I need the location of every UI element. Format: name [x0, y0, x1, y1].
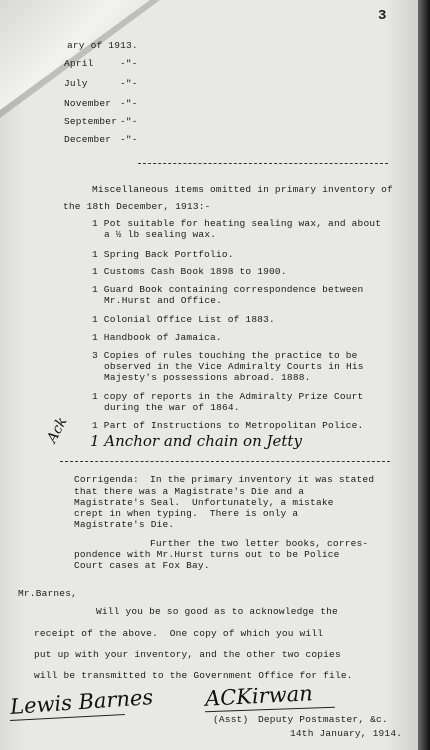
separator-dashes [138, 163, 388, 164]
signatory-prefix: (Asst) [213, 714, 249, 725]
schedule-first-line: ary of 1913. [67, 40, 138, 51]
schedule-ditto: -"- [120, 116, 138, 127]
signature-right: ACKirwan [204, 681, 314, 711]
letter-salutation: Mr.Barnes, [18, 588, 78, 599]
letter-line: receipt of the above. One copy of which you will [34, 628, 324, 639]
schedule-ditto: -"- [120, 134, 138, 145]
schedule-month: November [64, 98, 112, 109]
schedule-month: April [64, 58, 94, 69]
schedule-ditto: -"- [120, 78, 138, 89]
letter-line: Will you be so good as to acknowledge the [96, 606, 338, 617]
schedule-ditto: -"- [120, 98, 138, 109]
intro-line: the 18th December, 1913:- [63, 201, 211, 212]
inventory-item: 1 Pot suitable for heating sealing wax, and about [92, 218, 382, 229]
separator-dashes [60, 461, 390, 462]
inventory-item: 1 Customs Cash Book 1898 to 1900. [92, 266, 287, 277]
corrigenda-line: In the primary inventory it was stated [150, 474, 375, 485]
signature-left: Lewis Barnes [9, 685, 154, 719]
corrigenda-line: Further the two letter books, corres- [150, 538, 369, 549]
letter-date: 14th January, 1914. [290, 728, 403, 739]
handwritten-item: 1 Anchor and chain on Jetty [90, 432, 302, 450]
inventory-item: observed in the Vice Admiralty Courts in His [104, 361, 364, 372]
folded-page-corner [0, 0, 150, 110]
schedule-ditto: -"- [120, 58, 138, 69]
signatory-title: Deputy Postmaster, &c. [258, 714, 388, 725]
corrigenda-label: Corrigenda: [74, 474, 139, 485]
ack-note: Ack [44, 414, 71, 446]
scan-edge [418, 0, 430, 750]
inventory-item: 3 Copies of rules touching the practice to be [92, 350, 358, 361]
corrigenda-line: Court cases at Fox Bay. [74, 560, 210, 571]
inventory-item: Majesty's possessions abroad. 1888. [104, 372, 311, 383]
inventory-item: during the war of 1864. [104, 402, 240, 413]
corrigenda-line: Magistrate's Seal. Unfortunately, a mistake [74, 497, 334, 508]
inventory-item: Mr.Hurst and Office. [104, 295, 223, 306]
schedule-month: December [64, 134, 112, 145]
schedule-month: September [64, 116, 118, 127]
top-mark: 3 [378, 8, 387, 24]
letter-line: will be transmitted to the Government Office for file. [34, 670, 353, 681]
inventory-item: 1 Colonial Office List of 1883. [92, 314, 275, 325]
inventory-item: 1 Guard Book containing correspondence between [92, 284, 364, 295]
letter-line: put up with your inventory, and the other two copies [34, 649, 341, 660]
corrigenda-line: crept in when typing. There is only a [74, 508, 299, 519]
inventory-item: 1 Part of Instructions to Metropolitan Police. [92, 420, 364, 431]
schedule-month: July [64, 78, 88, 89]
corrigenda-line: Magistrate's Die. [74, 519, 175, 530]
inventory-item: 1 copy of reports in the Admiralty Prize Court [92, 391, 364, 402]
inventory-item: a ½ lb sealing wax. [104, 229, 217, 240]
inventory-item: 1 Spring Back Portfolio. [92, 249, 234, 260]
corrigenda-line: pondence with Mr.Hurst turns out to be Police [74, 549, 340, 560]
inventory-item: 1 Handbook of Jamaica. [92, 332, 222, 343]
intro-line: Miscellaneous items omitted in primary inventory of [92, 184, 393, 195]
corrigenda-line: that there was a Magistrate's Die and a [74, 486, 305, 497]
